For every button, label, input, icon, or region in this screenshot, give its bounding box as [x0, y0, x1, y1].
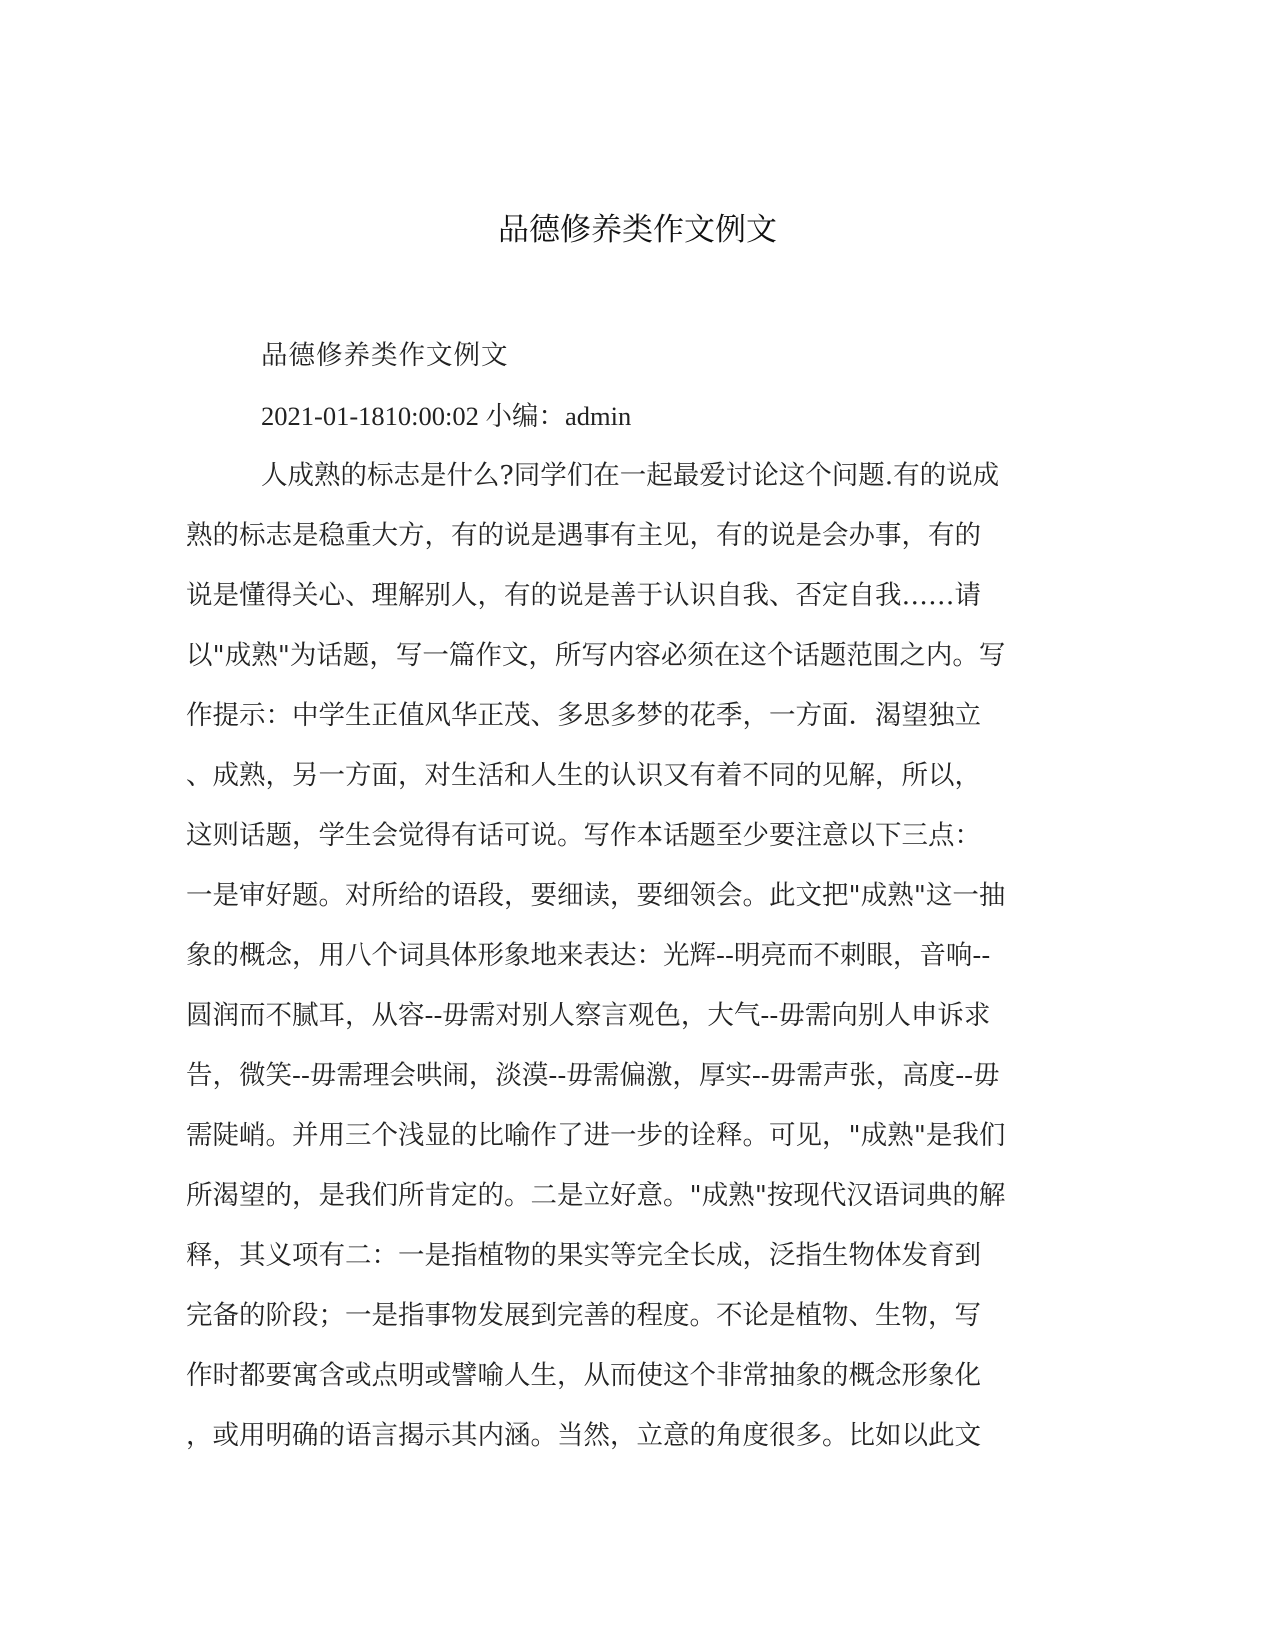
body-line: 、成熟，另一方面，对生活和人生的认识又有着不同的见解，所以， — [186, 760, 981, 791]
body-line: 说是懂得关心、理解别人，有的说是善于认识自我、否定自我……请 — [186, 580, 981, 611]
body-line: ，或用明确的语言揭示其内涵。当然，立意的角度很多。比如以此文 — [186, 1420, 981, 1451]
body-line: 以"成熟"为话题，写一篇作文，所写内容必须在这个话题范围之内。写 — [186, 640, 1006, 671]
body-line: 完备的阶段；一是指事物发展到完善的程度。不论是植物、生物，写 — [186, 1300, 981, 1331]
body-line: 告，微笑--毋需理会哄闹，淡漠--毋需偏激，厚实--毋需声张，高度--毋 — [186, 1060, 1000, 1091]
body-line: 象的概念，用八个词具体形象地来表达：光辉--明亮而不刺眼，音响-- — [186, 940, 991, 971]
article-subtitle: 品德修养类作文例文 — [261, 340, 509, 371]
body-line: 释，其义项有二：一是指植物的果实等完全长成，泛指生物体发育到 — [186, 1240, 981, 1271]
body-line: 一是审好题。对所给的语段，要细读，要细领会。此文把"成熟"这一抽 — [186, 880, 1006, 911]
body-line: 需陡峭。并用三个浅显的比喻作了进一步的诠释。可见，"成熟"是我们 — [186, 1120, 1006, 1151]
document-body — [186, 326, 1086, 1466]
body-line: 圆润而不腻耳，从容--毋需对别人察言观色，大气--毋需向别人申诉求 — [186, 1000, 991, 1031]
body-line: 熟的标志是稳重大方，有的说是遇事有主见，有的说是会办事，有的 — [186, 520, 981, 551]
document-title: 品德修养类作文例文 — [498, 212, 777, 248]
body-line: 作提示：中学生正值风华正茂、多思多梦的花季，一方面．渴望独立 — [186, 700, 981, 731]
body-line: 这则话题，学生会觉得有话可说。写作本话题至少要注意以下三点： — [186, 820, 981, 851]
body-line: 作时都要寓含或点明或譬喻人生，从而使这个非常抽象的概念形象化 — [186, 1360, 981, 1391]
body-line: 人成熟的标志是什么?同学们在一起最爱讨论这个问题.有的说成 — [261, 460, 1000, 491]
date-author-line: 2021-01-1810:00:02 小编：admin — [261, 401, 632, 431]
body-line: 所渴望的，是我们所肯定的。二是立好意。"成熟"按现代汉语词典的解 — [186, 1180, 1006, 1211]
